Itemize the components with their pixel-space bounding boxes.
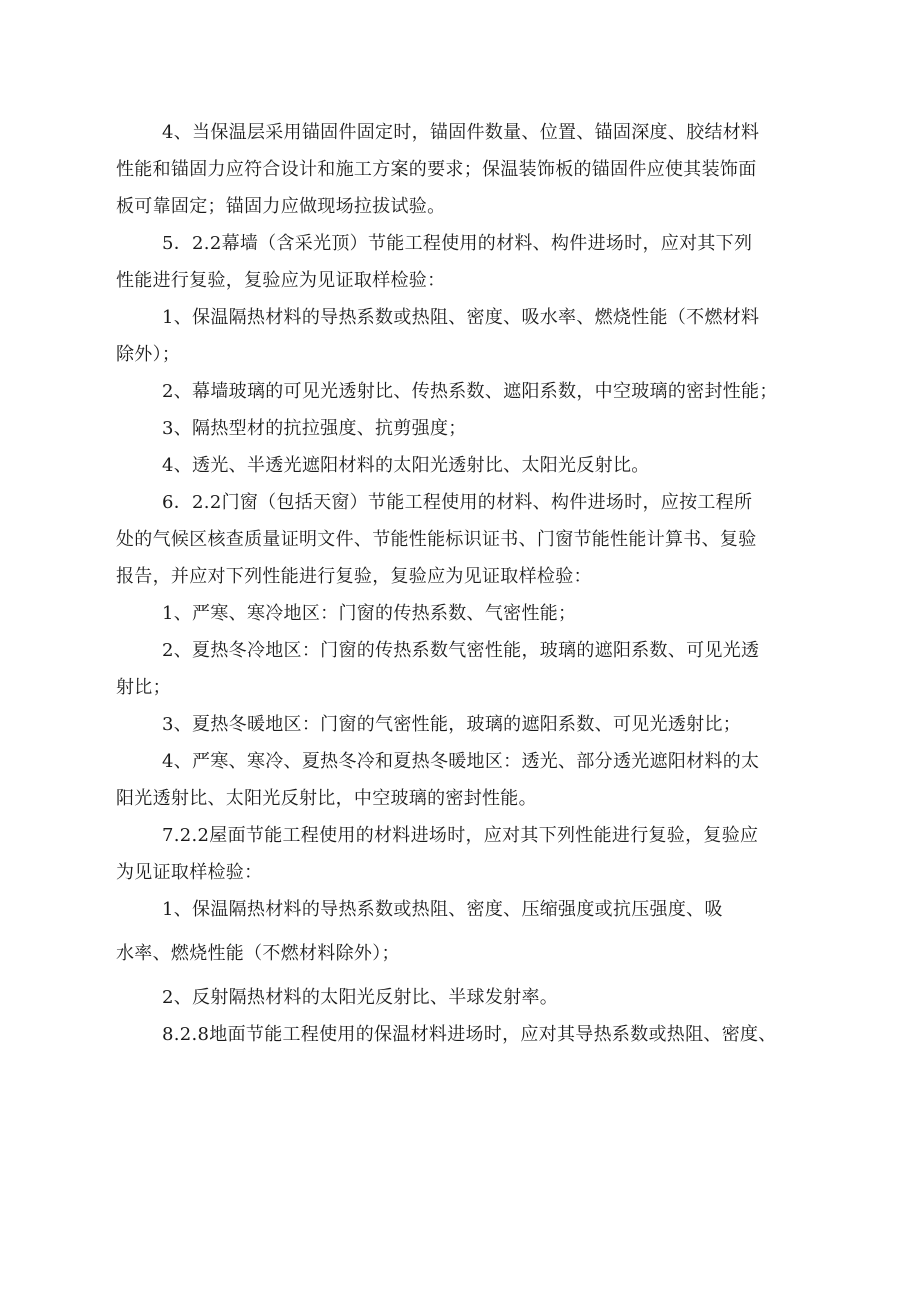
text-line: 1、保温隔热材料的导热系数或热阻、密度、压缩强度或抗压强度、吸 — [162, 899, 723, 920]
text-line: 性能进行复验，复验应为见证取样检验： — [116, 270, 446, 291]
text-line: 4、严寒、寒冷、夏热冬冷和夏热冬暖地区：透光、部分透光遮阳材料的太 — [162, 751, 760, 772]
text-line: 7.2.2屋面节能工程使用的材料进场时，应对其下列性能进行复验，复验应 — [162, 825, 759, 846]
line-gap — [116, 928, 828, 935]
text-line: 除外）； — [116, 344, 181, 365]
text-line: 3、隔热型材的抗拉强度、抗剪强度； — [162, 418, 467, 439]
text-line: 为见证取样检验： — [116, 862, 263, 883]
text-line: 水率、燃烧性能（不燃材料除外）； — [116, 943, 400, 964]
document-body — [116, 114, 828, 1053]
text-line: 处的气候区核查质量证明文件、节能性能标识证书、门窗节能性能计算书、复验 — [116, 529, 757, 550]
text-line: 阳光透射比、太阳光反射比，中空玻璃的密封性能。 — [116, 788, 537, 809]
text-line: 1、保温隔热材料的导热系数或热阻、密度、吸水率、燃烧性能（不燃材料 — [162, 307, 760, 328]
text-line: 1、严寒、寒冷地区：门窗的传热系数、气密性能； — [162, 603, 577, 624]
text-line: 板可靠固定；锚固力应做现场拉拔试验。 — [116, 196, 446, 217]
text-line: 报告，并应对下列性能进行复验，复验应为见证取样检验： — [116, 566, 592, 587]
text-line: 射比； — [116, 677, 171, 698]
text-line: 2、反射隔热材料的太阳光反射比、半球发射率。 — [162, 987, 559, 1008]
text-line: 3、夏热冬暖地区：门窗的气密性能，玻璃的遮阳系数、可见光透射比； — [162, 714, 742, 735]
text-line: 2、夏热冬冷地区：门窗的传热系数气密性能，玻璃的遮阳系数、可见光透 — [162, 640, 760, 661]
text-line: 4、透光、半透光遮阳材料的太阳光透射比、太阳光反射比。 — [162, 455, 650, 476]
text-line: 8.2.8地面节能工程使用的保温材料进场时，应对其导热系数或热阻、密度、 — [162, 1024, 777, 1045]
text-line: 5．2.2幕墙（含采光顶）节能工程使用的材料、构件进场时，应对其下列 — [162, 233, 753, 254]
text-line: 2、幕墙玻璃的可见光透射比、传热系数、遮阳系数，中空玻璃的密封性能； — [162, 381, 778, 402]
text-line: 6．2.2门窗（包括天窗）节能工程使用的材料、构件进场时，应按工程所 — [162, 492, 753, 513]
text-line: 性能和锚固力应符合设计和施工方案的要求；保温装饰板的锚固件应使其装饰面 — [116, 159, 757, 180]
line-gap — [116, 972, 828, 979]
text-line: 4、当保温层采用锚固件固定时，锚固件数量、位置、锚固深度、胶结材料 — [162, 122, 760, 143]
